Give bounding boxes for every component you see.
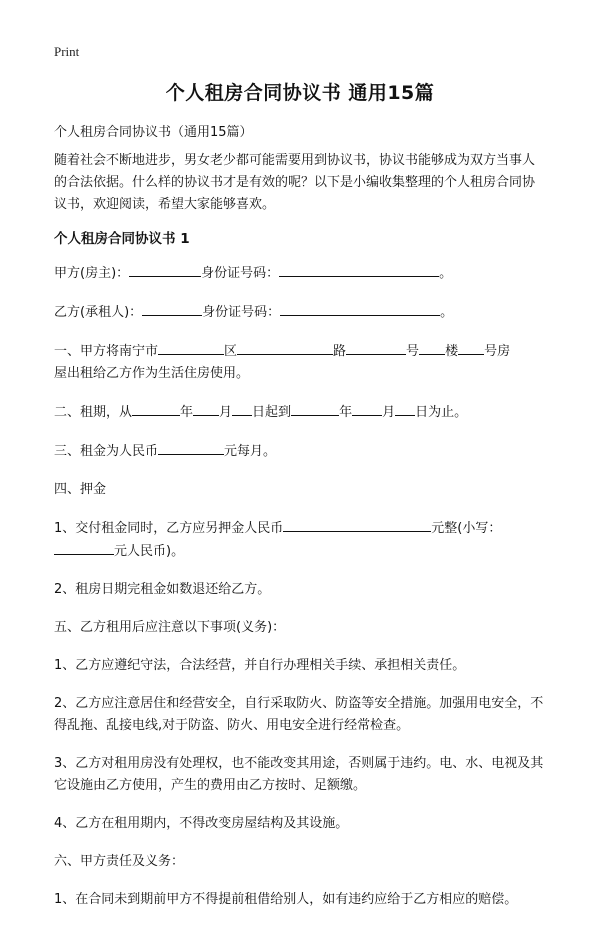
room-blank [458,340,484,355]
print-link[interactable]: Print [54,44,80,59]
end-day-blank [395,401,415,416]
clause-4-heading: 四、押金 [54,482,107,497]
start-year-blank [132,401,180,416]
deposit-1-suffix: 元人民币)。 [114,544,185,559]
party-b-id-label: 身份证号码： [202,305,281,320]
clause-1 [54,340,546,385]
month-label: 月 [219,405,233,420]
number-label: 号 [406,344,420,359]
party-b-id-blank [280,301,440,316]
room-label: 号房 [484,344,511,359]
rent-amount-blank [158,440,224,455]
intro-paragraph: 随着社会不断地进步，男女老少都可能需要用到协议书，协议书能够成为双方当事人的合法依据。什么样的协议书才是有效的呢？以下是小编收集整理的个人租房合同协议书，欢迎阅读，希望大家能够喜欢。 [54,153,536,212]
year2-label: 年 [339,405,353,420]
month2-label: 月 [382,405,396,420]
document-subtitle: 个人租房合同协议书（通用15篇） [54,125,253,140]
district-label: 区 [224,344,238,359]
clause-1-suffix: 屋出租给乙方作为生活住房使用。 [54,366,250,381]
deposit-small-blank [54,540,114,555]
duty-1: 1、乙方应遵纪守法，合法经营，并自行办理相关手续、承担相关责任。 [54,658,466,673]
party-a-id-label: 身份证号码： [201,266,280,281]
party-a-line [54,262,546,285]
building-blank [419,340,445,355]
year-label: 年 [180,405,194,420]
day-end-label: 日为止。 [415,405,468,420]
end-month-blank [352,401,382,416]
party-b-label: 乙方(承租人)： [54,305,143,320]
landlord-duty-1: 1、在合同未到期前甲方不得提前租借给别人，如有违约应给于乙方相应的赔偿。 [54,892,518,907]
start-day-blank [232,401,252,416]
party-a-name-blank [129,262,201,277]
district-blank [158,340,224,355]
road-blank [237,340,333,355]
building-label: 楼 [445,344,459,359]
deposit-amount-blank [283,517,431,532]
deposit-1-prefix: 1、交付租金同时，乙方应另押金人民币 [54,521,284,536]
duty-2: 2、乙方应注意居住和经营安全，自行采取防火、防盗等安全措施。加强用电安全，不得乱拖、乱接电线,对于防盗、防火、用电安全进行经常检查。 [54,696,544,733]
deposit-1-mid: 元整(小写： [431,521,502,536]
party-b-line [54,301,546,324]
end-year-blank [291,401,339,416]
clause-3 [54,440,546,463]
clause-3-suffix: 元每月。 [224,444,277,459]
clause-3-prefix: 三、租金为人民币 [54,444,159,459]
party-b-end: 。 [440,305,454,320]
duty-4: 4、乙方在租用期内，不得改变房屋结构及其设施。 [54,816,349,831]
party-a-label: 甲方(房主)： [54,266,130,281]
clause-6-heading: 六、甲方责任及义务： [54,854,185,869]
page-title: 个人租房合同协议书 通用15篇 [165,82,435,104]
road-label: 路 [333,344,347,359]
party-a-id-blank [279,262,439,277]
deposit-2: 2、租房日期完租金如数退还给乙方。 [54,582,271,597]
day-start-label: 日起到 [252,405,292,420]
party-b-name-blank [142,301,202,316]
clause-1-prefix: 一、甲方将南宁市 [54,344,159,359]
document-body [54,122,546,927]
clause-2 [54,401,546,424]
deposit-1 [54,517,546,563]
number-blank [346,340,406,355]
clause-2-prefix: 二、租期，从 [54,405,133,420]
start-month-blank [193,401,219,416]
section-heading: 个人租房合同协议书 1 [54,231,190,247]
party-a-end: 。 [439,266,453,281]
clause-5-heading: 五、乙方租用后应注意以下事项(义务)： [54,620,286,635]
duty-3: 3、乙方对租用房没有处理权，也不能改变其用途，否则属于违约。电、水、电视及其它设施由乙方使用，产生的费用由乙方按时、足额缴。 [54,756,544,793]
